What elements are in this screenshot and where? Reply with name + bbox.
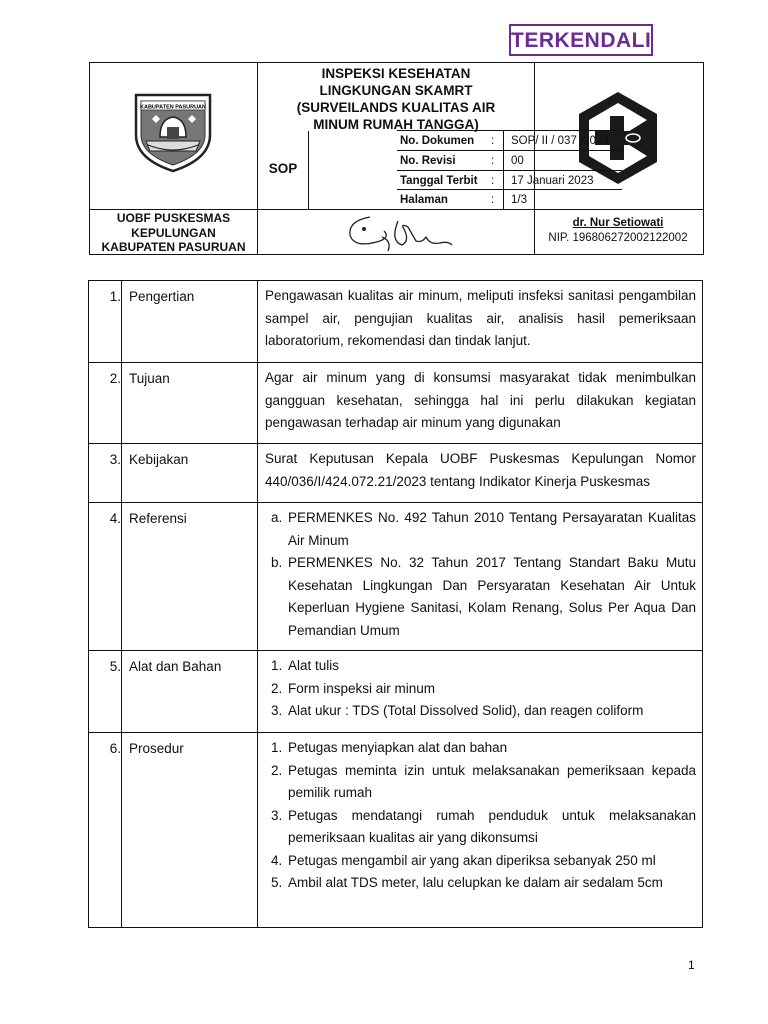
list-item-text: PERMENKES No. 492 Tahun 2010 Tentang Persayaratan Kualitas Air Minum (288, 510, 696, 548)
list-item-text: Petugas menyiapkan alat dan bahan (288, 740, 508, 755)
section-label: Tujuan (129, 371, 170, 386)
signer-nip: NIP. 196806272002122002 (548, 232, 688, 244)
list-marker: 5. (271, 875, 283, 890)
page-number: 1 (688, 958, 695, 972)
list-marker: a. (271, 510, 283, 525)
list-item (265, 655, 696, 678)
list-marker: 2. (271, 762, 283, 778)
list-marker: 4. (271, 852, 283, 868)
section-list (265, 655, 696, 723)
section-number: 3. (109, 452, 121, 467)
meta-key: No. Revisi (400, 155, 456, 167)
list-marker: b. (271, 555, 283, 570)
signer-block (534, 216, 702, 246)
section-row (89, 502, 702, 650)
section-label: Alat dan Bahan (129, 659, 222, 674)
section-row (89, 281, 702, 362)
list-marker: 3. (271, 703, 283, 718)
logo-text: KABUPATEN PASURUAN (140, 104, 206, 111)
section-row (89, 362, 702, 443)
meta-value: 00 (511, 155, 524, 167)
list-marker: 1. (271, 740, 283, 755)
section-number: 4. (109, 511, 121, 526)
org-line: KABUPATEN PASURUAN (101, 240, 246, 254)
section-number: 2. (109, 371, 121, 386)
section-text: Surat Keputusan Kepala UOBF Puskesmas Kepulungan Nomor 440/036/I/424.072.21/2023 tentang Indikator Kinerja Puskesmas (265, 451, 696, 489)
section-number: 5. (109, 659, 121, 674)
list-item (265, 678, 696, 701)
section-list (265, 737, 696, 895)
sop-label: SOP (268, 161, 298, 176)
controlled-stamp: TERKENDALI (509, 24, 653, 56)
list-item-text: Alat ukur : TDS (Total Dissolved Solid), dan reagen coliform (288, 703, 644, 718)
meta-colon: : (491, 135, 495, 147)
title-line: INSPEKSI KESEHATAN (321, 66, 471, 81)
list-item-text: Ambil alat TDS meter, lalu celupkan ke dalam air sedalam 5cm (288, 875, 663, 890)
section-list (265, 507, 696, 642)
signature (340, 211, 460, 260)
document-title (258, 65, 534, 133)
list-item (265, 552, 696, 642)
meta-key: Tanggal Terbit (400, 175, 478, 187)
title-line: LINGKUNGAN SKAMRT (319, 83, 473, 98)
list-item-text: Form inspeksi air minum (288, 680, 436, 696)
list-item (265, 760, 696, 805)
section-text: Pengawasan kualitas air minum, meliputi insfeksi sanitasi pengambilan sampel air, pengujian kualitas air, analisis hasil pemeriksaan laboratorium, rekomendasi dan tindak lanjut. (265, 288, 696, 348)
meta-value: 17 Januari 2023 (511, 175, 594, 187)
list-item-text: Petugas mendatangi rumah penduduk untuk melaksanakan pemeriksaan kualitas air yang dikonsumsi (288, 807, 696, 845)
sop-content-table (88, 280, 703, 928)
district-logo (130, 89, 216, 178)
org-line: KEPULUNGAN (131, 225, 216, 240)
list-item (265, 850, 696, 873)
meta-value: SOP/ II / 037 /2023 (511, 135, 609, 147)
list-item-text: PERMENKES No. 32 Tahun 2017 Tentang Standart Baku Mutu Kesehatan Lingkungan Dan Persyaratan Kesehatan Air Untuk Keperluan Hygiene Sanitasi, Kolam Renang, Solus Per Aqua Dan Pemandian Umum (288, 555, 696, 638)
meta-row-revision (397, 150, 622, 171)
list-item (265, 700, 696, 723)
list-item-text: Petugas mengambil air yang akan diperiksa sebanyak 250 ml (288, 852, 656, 868)
list-item (265, 737, 696, 760)
section-text: Agar air minum yang di konsumsi masyarakat tidak menimbulkan gangguan kesehatan, sehingga hal ini perlu dilakukan kegiatan pengawasan terhadap air minum yang digunakan (265, 370, 696, 430)
list-marker: 2. (271, 680, 283, 696)
meta-row-page (397, 189, 622, 210)
list-item-text: Petugas meminta izin untuk melaksanakan pemeriksaan kepada pemilik rumah (288, 762, 696, 800)
section-label: Referensi (129, 511, 187, 526)
list-marker: 3. (271, 807, 283, 823)
section-label: Prosedur (129, 741, 184, 756)
meta-value: 1/3 (511, 194, 527, 206)
list-item-text: Alat tulis (288, 658, 340, 673)
section-row (89, 650, 702, 732)
meta-key: Halaman (400, 194, 448, 206)
section-number: 1. (109, 289, 121, 304)
meta-row-issue-date (397, 170, 622, 191)
organization-name (90, 211, 257, 255)
list-item (265, 805, 696, 850)
section-label: Pengertian (129, 289, 195, 304)
section-number: 6. (109, 741, 121, 756)
section-row (89, 443, 702, 502)
section-label: Kebijakan (129, 452, 189, 467)
title-line: MINUM RUMAH TANGGA) (313, 117, 479, 132)
section-row (89, 732, 702, 927)
org-line: UOBF PUSKESMAS (116, 211, 231, 225)
meta-row-document-number (397, 130, 622, 151)
meta-colon: : (491, 155, 495, 167)
title-line: (SURVEILANDS KUALITAS AIR (296, 100, 496, 115)
meta-key: No. Dokumen (400, 135, 475, 147)
list-marker: 1. (271, 658, 283, 673)
signer-name: dr. Nur Setiowati (572, 217, 664, 229)
list-item (265, 872, 696, 895)
list-item (265, 507, 696, 552)
meta-colon: : (491, 194, 495, 206)
meta-colon: : (491, 175, 495, 187)
